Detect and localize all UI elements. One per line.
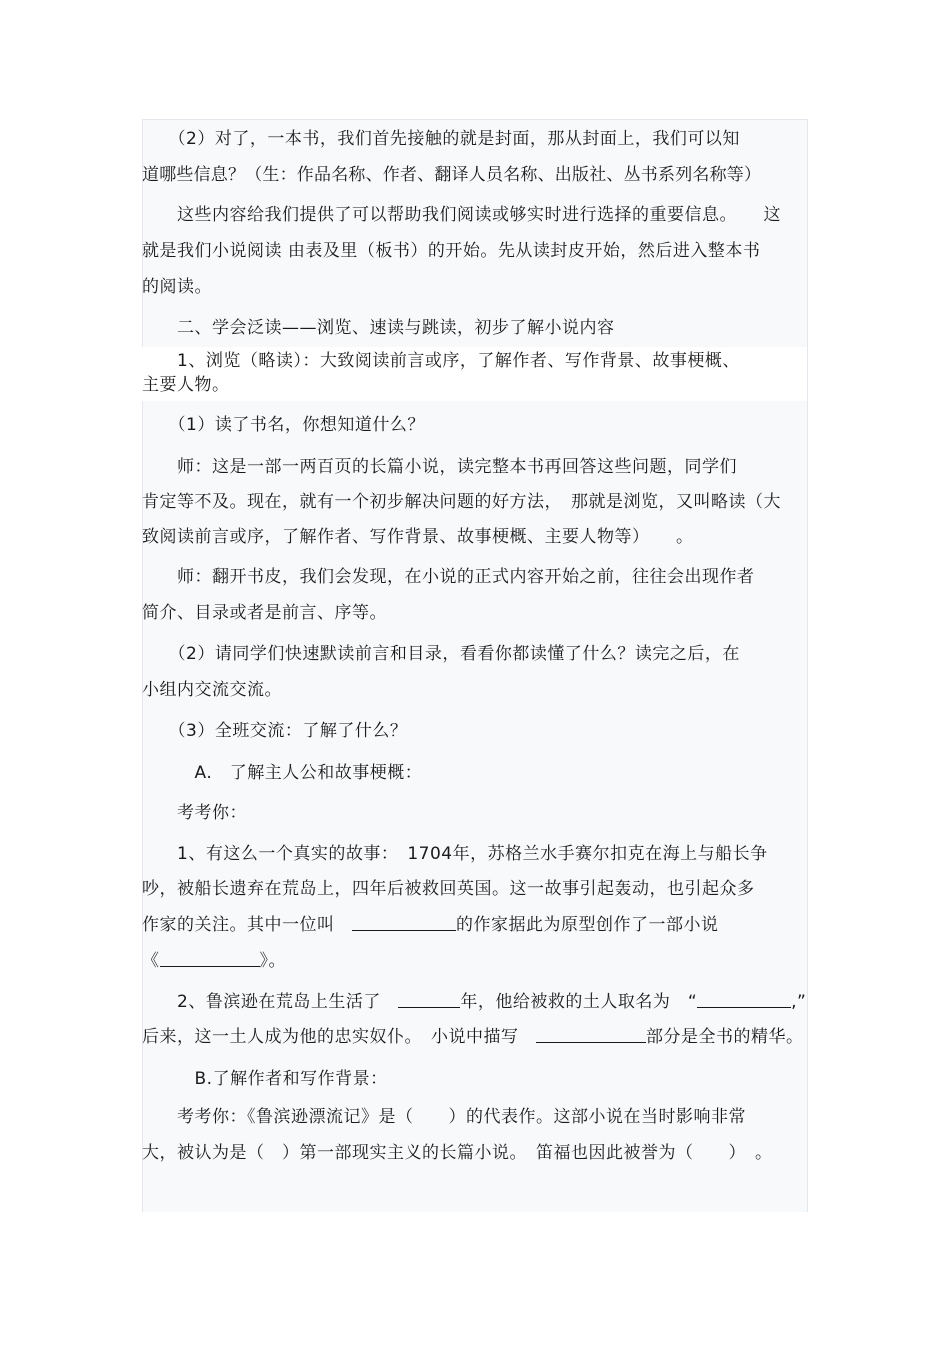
paragraph-line: 道哪些信息？（生：作品名称、作者、翻译人员名称、出版社、丛书系列名称等） (142, 165, 762, 185)
paragraph-line: 师：这是一部一两百页的长篇小说，读完整本书再回答这些问题，同学们 (142, 457, 737, 477)
paragraph-line: （3）全班交流：了解了什么？ (142, 721, 408, 741)
subsection-heading: A. 了解主人公和故事梗概： (142, 763, 423, 783)
paragraph-line: 考考你： (142, 803, 247, 823)
paragraph-line: 的阅读。 (142, 277, 212, 297)
paragraph-line: 吵，被船长遗弃在荒岛上，四年后被救回英国。这一故事引起轰动，也引起众多 (142, 879, 755, 899)
text-run: 后来，这一土人成为他的忠实奴仆。 小说中描写 (142, 1027, 536, 1047)
paragraph-line: 致阅读前言或序，了解作者、写作背景、故事梗概、主要人物等） 。 (142, 527, 694, 547)
paragraph-line: 1、浏览（略读）：大致阅读前言或序，了解作者、写作背景、故事梗概、 (142, 351, 740, 371)
paragraph-line: 1、有这么一个真实的故事： 1704年，苏格兰水手赛尔扣克在海上与船长争 (142, 844, 768, 864)
paragraph-line: 考考你：《鲁滨逊漂流记》是（ ）的代表作。这部小说在当时影响非常 (142, 1107, 746, 1127)
blank-novel-title[interactable] (160, 949, 260, 967)
text-run: 作家的关注。其中一位叫 (142, 915, 352, 935)
text-run: 部分是全书的精华。 (646, 1027, 804, 1047)
paragraph-line: （2）请同学们快速默读前言和目录，看看你都读懂了什么？读完之后，在 (142, 644, 740, 664)
paragraph-line: （2）对了，一本书，我们首先接触的就是封面，那从封面上，我们可以知 (142, 129, 740, 149)
subsection-heading: B.了解作者和写作背景： (142, 1069, 388, 1089)
fill-blank-line (142, 913, 806, 936)
fill-blank-line (142, 1025, 806, 1048)
blank-name[interactable] (697, 990, 791, 1008)
section-heading: 二、学会泛读——浏览、速读与跳读，初步了解小说内容 (142, 318, 615, 338)
fill-blank-line (142, 990, 806, 1013)
paragraph-line: 师：翻开书皮，我们会发现，在小说的正式内容开始之前，往往会出现作者 (142, 567, 755, 587)
fill-blank-line (142, 949, 806, 972)
text-run: 的作家据此为原型创作了一部小说 (456, 915, 719, 935)
blank-years[interactable] (398, 990, 460, 1008)
paragraph-line: 肯定等不及。现在，就有一个初步解决问题的好方法， 那就是浏览，又叫略读（大 (142, 492, 781, 512)
paragraph-line: 大，被认为是（ ）第一部现实主义的长篇小说。 笛福也因此被誉为（ ） 。 (142, 1143, 773, 1163)
paragraph-line: 这些内容给我们提供了可以帮助我们阅读或够实时进行选择的重要信息。 这 (142, 205, 781, 225)
paragraph-line: 就是我们小说阅读 由表及里（板书）的开始。先从读封皮开始，然后进入整本书 (142, 241, 761, 261)
text-run: 年，他给被救的土人取名为 “ (460, 992, 698, 1012)
text-run: 》。 (259, 951, 286, 971)
blank-author[interactable] (352, 913, 456, 931)
paragraph-line: （1）读了书名，你想知道什么？ (142, 415, 425, 435)
text-run: ,” (791, 992, 807, 1012)
text-run: 2、鲁滨逊在荒岛上生活了 (142, 992, 399, 1012)
text-run: 《 (142, 951, 160, 971)
blank-section[interactable] (536, 1025, 646, 1043)
paragraph-line: 小组内交流交流。 (142, 680, 282, 700)
paragraph-line: 主要人物。 (142, 375, 230, 395)
paragraph-line: 简介、目录或者是前言、序等。 (142, 603, 387, 623)
